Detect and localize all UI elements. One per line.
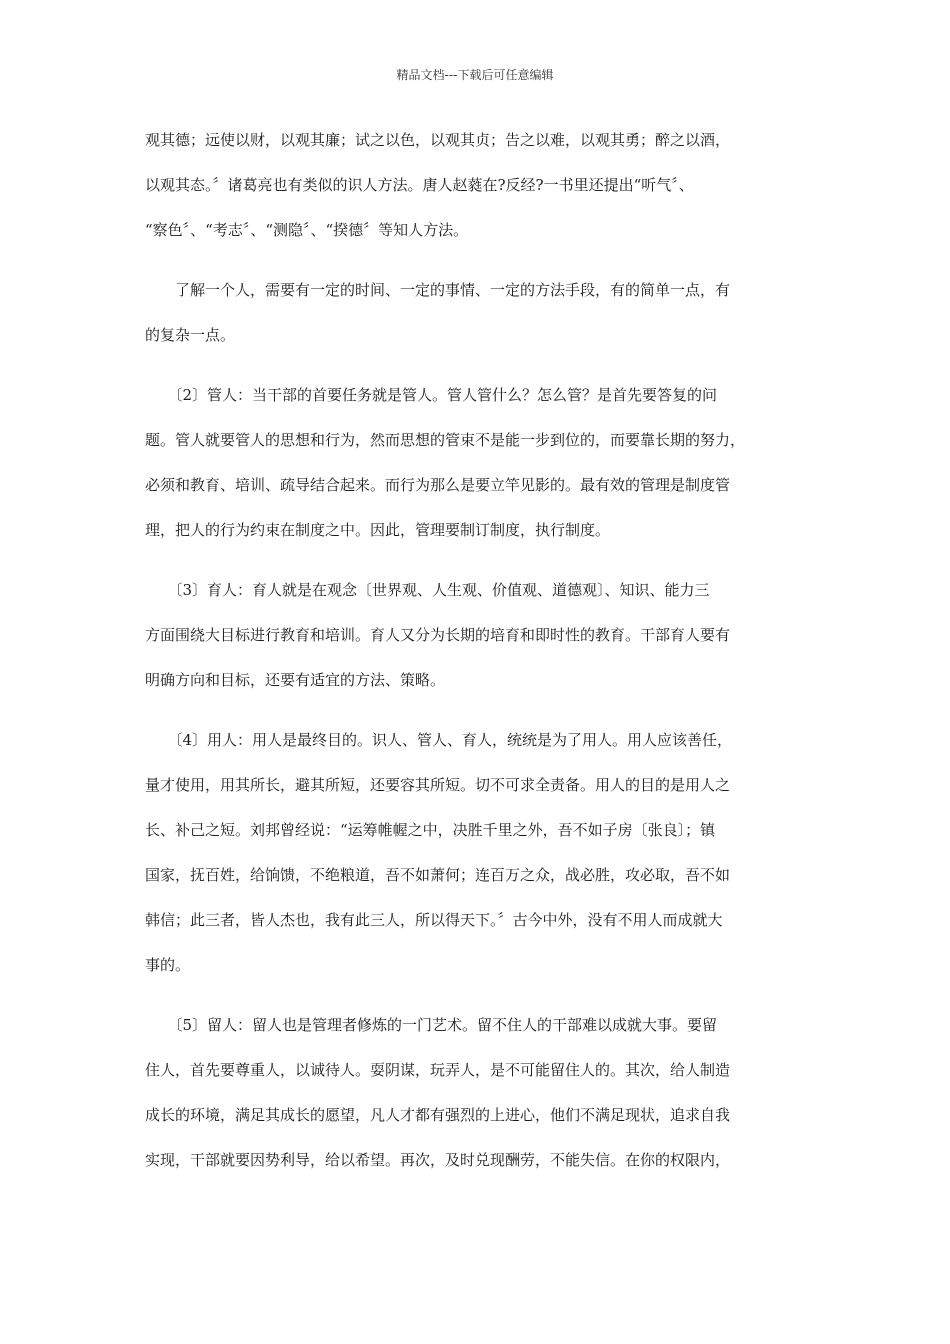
- text-line: 成长的环境，满足其成长的愿望，凡人才都有强烈的上进心，他们不满足现状，追求自我: [145, 1106, 731, 1124]
- page-header: 精品文档---下载后可任意编辑: [396, 68, 554, 82]
- text-line: 了解一个人，需要有一定的时间、一定的事情、一定的方法手段，有的简单一点，有: [145, 281, 731, 299]
- text-line: 〔4〕用人：用人是最终目的。识人、管人、育人，统统是为了用人。用人应该善任，: [145, 731, 733, 749]
- paragraph-observation-methods: [145, 126, 810, 261]
- text-line: 国家，抚百姓，给饷馈，不绝粮道，吾不如萧何；连百万之众，战必胜，攻必取，吾不如: [145, 866, 731, 884]
- paragraph-using-people: [145, 726, 810, 996]
- text-line: “察色〞、“考志〞、“测隐〞、“揆德〞等知人方法。: [145, 221, 469, 239]
- text-line: 明确方向和目标，还要有适宜的方法、策略。: [145, 671, 446, 689]
- text-line: 〔3〕育人：育人就是在观念〔世界观、人生观、价值观、道德观〕、知识、能力三: [145, 581, 710, 599]
- text-line: 实现，干部就要因势利导，给以希望。再次，及时兑现酬劳，不能失信。在你的权限内，: [145, 1151, 731, 1169]
- text-line: 〔2〕管人：当干部的首要任务就是管人。管人管什么？怎么管？是首先要答复的问: [145, 386, 718, 404]
- text-line: 观其德；远使以财，以观其廉；试之以色，以观其贞；告之以难，以观其勇；醉之以酒，: [145, 131, 731, 149]
- text-line: 必须和教育、培训、疏导结合起来。而行为那么是要立竿见影的。最有效的管理是制度管: [145, 476, 731, 494]
- text-line: 方面围绕大目标进行教育和培训。育人又分为长期的培育和即时性的教育。干部育人要有: [145, 626, 731, 644]
- text-line: 的复杂一点。: [145, 326, 236, 344]
- text-line: 事的。: [145, 956, 191, 974]
- paragraph-understanding-people: [145, 276, 810, 366]
- paragraph-retaining-people: [145, 1011, 810, 1191]
- paragraph-educating-people: [145, 576, 810, 711]
- text-line: 以观其态。〞诸葛亮也有类似的识人方法。唐人赵蕤在?反经?一书里还提出“听气〞、: [145, 176, 694, 194]
- text-line: 〔5〕留人：留人也是管理者修炼的一门艺术。留不住人的干部难以成就大事。要留: [145, 1016, 718, 1034]
- paragraph-managing-people: [145, 381, 810, 561]
- text-line: 题。管人就要管人的思想和行为，然而思想的管束不是能一步到位的，而要靠长期的努力，: [145, 431, 746, 449]
- text-line: 长、补己之短。刘邦曾经说：“运筹帷幄之中，决胜千里之外，吾不如子房〔张良〕；镇: [145, 821, 716, 839]
- text-line: 住人，首先要尊重人，以诚待人。耍阴谋，玩弄人，是不可能留住人的。其次，给人制造: [145, 1061, 731, 1079]
- text-line: 理，把人的行为约束在制度之中。因此，管理要制订制度，执行制度。: [145, 521, 611, 539]
- text-line: 韩信；此三者，皆人杰也，我有此三人，所以得天下。〞古今中外，没有不用人而成就大: [145, 911, 723, 929]
- text-line: 量才使用，用其所长，避其所短，还要容其所短。切不可求全责备。用人的目的是用人之: [145, 776, 731, 794]
